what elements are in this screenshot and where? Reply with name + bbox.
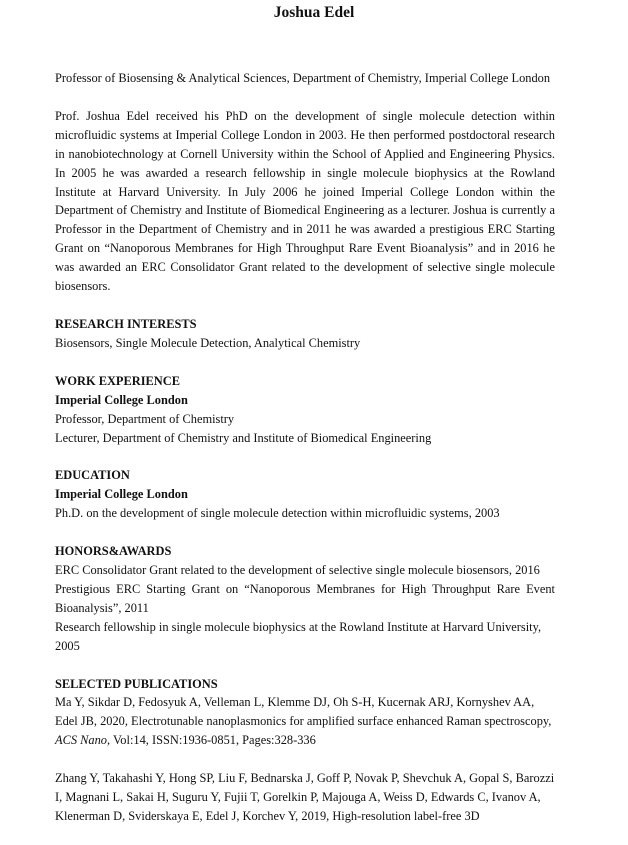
education-section (55, 466, 555, 523)
publications-section (55, 675, 555, 826)
publication-item (55, 693, 555, 750)
organization: Imperial College London (55, 392, 188, 407)
award-item: ERC Consolidator Grant related to the development of selective single molecule biosensors, 2016 (55, 563, 540, 578)
publication-details: , Vol:14, ISSN:1936-0851, Pages:328-336 (106, 733, 316, 748)
work-experience-section (55, 372, 555, 448)
section-heading: RESEARCH INTERESTS (55, 316, 197, 331)
organization: Imperial College London (55, 487, 188, 502)
section-heading: WORK EXPERIENCE (55, 373, 180, 388)
work-position: Lecturer, Department of Chemistry and Institute of Biomedical Engineering (55, 430, 432, 445)
person-name: Joshua Edel (273, 4, 355, 21)
biography: Prof. Joshua Edel received his PhD on the development of single molecule detection within microfluidic systems at Imperial College London in 2003. He then performed postdoctoral research in nanobiotechnology at Cornell University within the School of Applied and Engineering Physics. In 2005 he was awarded a research fellowship in single molecule biophysics at the Rowland Institute at Harvard University. In July 2006 he joined Imperial College London within the Department of Chemistry and Institute of Biomedical Engineering as a lecturer. Joshua is currently a Professor in the Department of Chemistry and in 2011 he was awarded a prestigious ERC Starting Grant on “Nanoporous Membranes for High Throughput Rare Event Bioanalysis” and in 2016 he was awarded an ERC Consolidator Grant related to the development of selective single molecule biosensors. (55, 108, 555, 294)
award-item: Research fellowship in single molecule biophysics at the Rowland Institute at Harvard University, 2005 (55, 619, 542, 653)
cv-content (55, 69, 555, 845)
degree: Ph.D. on the development of single molecule detection within microfluidic systems, 2003 (55, 506, 500, 521)
section-heading: HONORS&AWARDS (55, 544, 172, 559)
publication-journal: ACS Nano (55, 733, 107, 748)
publication-authors: Ma Y, Sikdar D, Fedosyuk A, Velleman L, Klemme DJ, Oh S-H, Kucernak ARJ, Kornyshev AA, Edel JB, 2020, Electrotunable nanoplasmonics for amplified surface enhanced Raman spectroscopy, (55, 695, 552, 729)
position-title: Professor of Biosensing & Analytical Sciences, Department of Chemistry, Imperial College London (55, 71, 551, 85)
section-heading: SELECTED PUBLICATIONS (55, 676, 218, 691)
honors-awards-section (55, 542, 555, 655)
publication-item: Zhang Y, Takahashi Y, Hong SP, Liu F, Bednarska J, Goff P, Novak P, Shevchuk A, Gopal S, Barozzi I, Magnani L, Sakai H, Suguru Y, Fujii T, Gorelkin P, Majouga A, Weiss D, Edwards C, Ivanov A, Klenerman D, Sviderskaya E, Edel J, Korchev Y, 2019, High-resolution label-free 3D (55, 771, 555, 823)
research-interests-text: Biosensors, Single Molecule Detection, Analytical Chemistry (55, 335, 361, 350)
research-interests-section (55, 315, 555, 353)
work-position: Professor, Department of Chemistry (55, 411, 235, 426)
award-item: Prestigious ERC Starting Grant on “Nanoporous Membranes for High Throughput Rare Event Bioanalysis”, 2011 (55, 581, 555, 615)
section-heading: EDUCATION (55, 468, 130, 483)
